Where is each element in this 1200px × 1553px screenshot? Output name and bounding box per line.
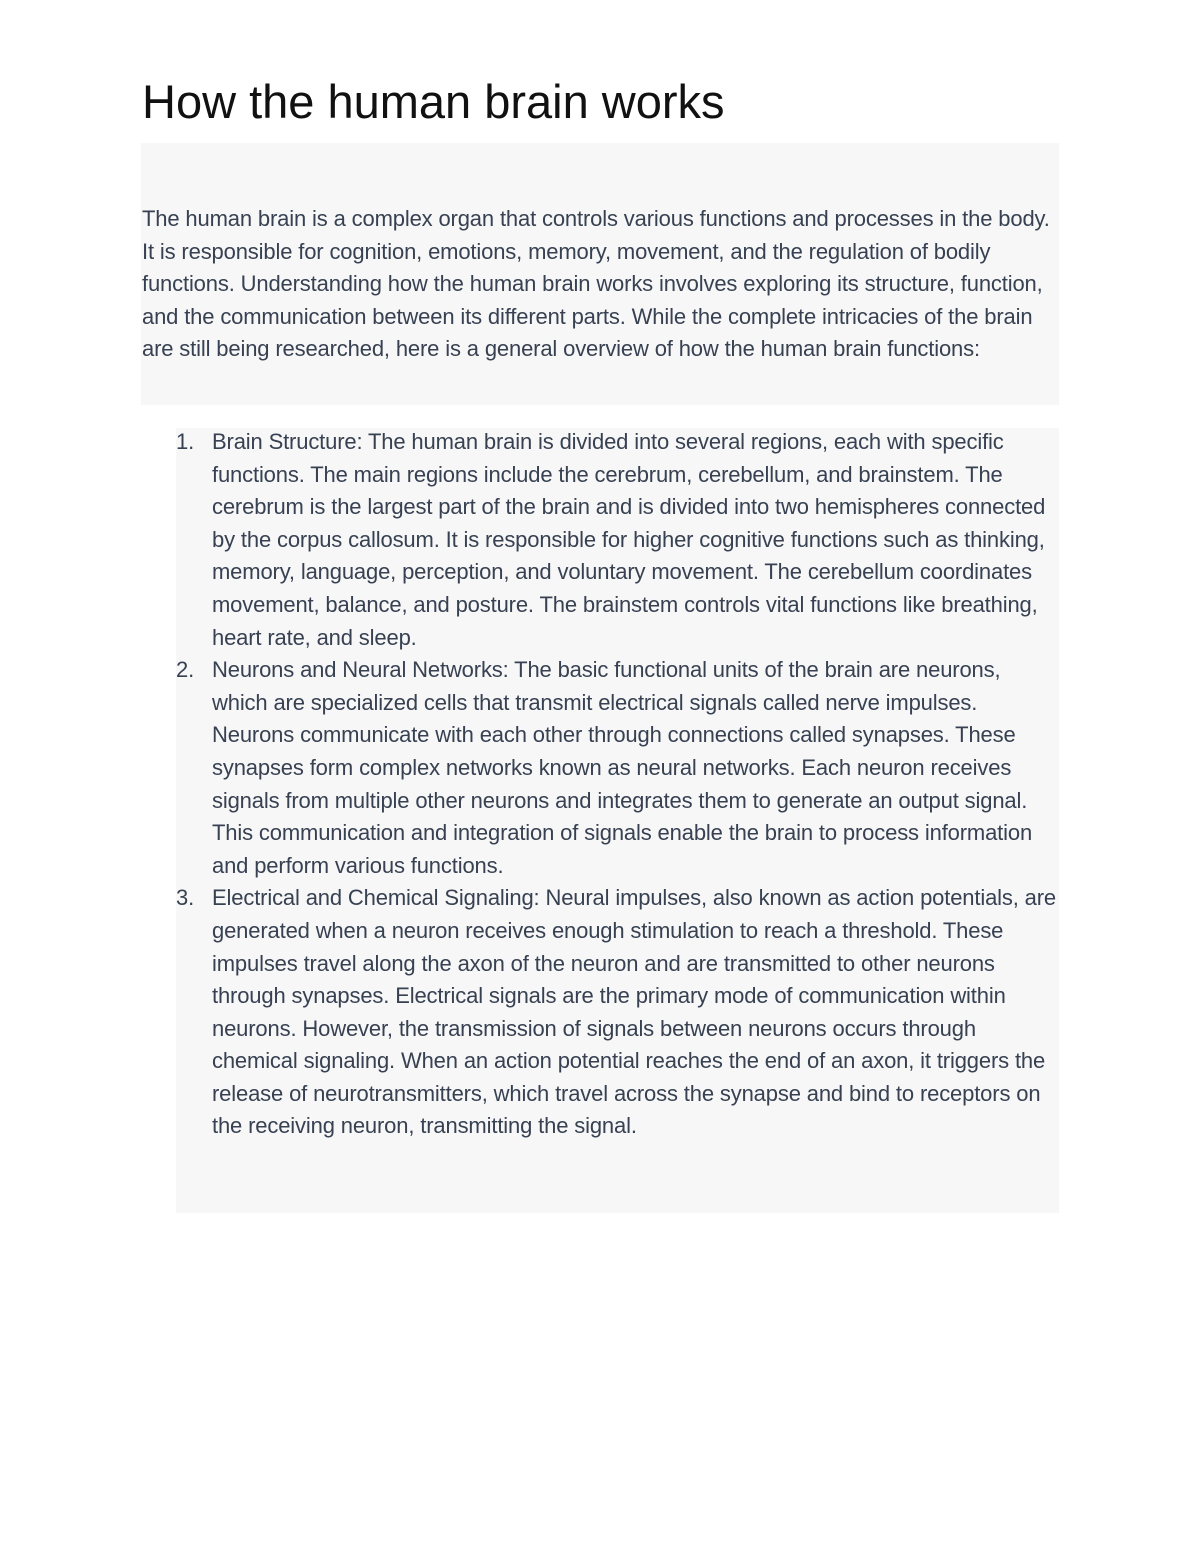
list-item-number: 2.	[176, 657, 195, 683]
page-title: How the human brain works	[142, 75, 725, 128]
list-item	[176, 654, 1058, 882]
list-item-text: Neurons and Neural Networks: The basic functional units of the brain are neurons, which are specialized cells that transmit electrical signals called nerve impulses. Neurons communicate with each other through connections called synapses. These synapses form complex networks known as neural networks. Each neuron receives signals from multiple other neurons and integrates them to generate an output signal. This communication and integration of signals enable the brain to process information and perform various functions.	[212, 657, 1033, 878]
list-item-text: Brain Structure: The human brain is divided into several regions, each with specific functions. The main regions include the cerebrum, cerebellum, and brainstem. The cerebrum is the largest part of the brain and is divided into two hemispheres connected by the corpus callosum. It is responsible for higher cognitive functions such as thinking, memory, language, perception, and voluntary movement. The cerebellum coordinates movement, balance, and posture. The brainstem controls vital functions like breathing, heart rate, and sleep.	[212, 429, 1046, 650]
numbered-list	[176, 428, 1059, 1143]
intro-block	[141, 143, 1059, 405]
list-item-number: 1.	[176, 429, 195, 454]
list-item-text: Electrical and Chemical Signaling: Neural impulses, also known as action potentials, are generated when a neuron receives enough stimulation to reach a threshold. These impulses travel along the axon of the neuron and are transmitted to other neurons through synapses. Electrical signals are the primary mode of communication within neurons. However, the transmission of signals between neurons occurs through chemical signaling. When an action potential reaches the end of an axon, it triggers the release of neurotransmitters, which travel across the synapse and bind to receptors on the receiving neuron, transmitting the signal.	[212, 885, 1057, 1139]
list-item	[176, 882, 1058, 1143]
list-item	[176, 426, 1058, 654]
intro-paragraph: The human brain is a complex organ that controls various functions and processes in the body. It is responsible for cognition, emotions, memory, movement, and the regulation of bodily functions. Understanding how the human brain works involves exploring its structure, function, and the communication between its different parts. While the complete intricacies of the brain are still being researched, here is a general overview of how the human brain functions:	[142, 206, 1050, 362]
list-item-number: 3.	[176, 885, 195, 911]
list-block	[176, 428, 1059, 1213]
